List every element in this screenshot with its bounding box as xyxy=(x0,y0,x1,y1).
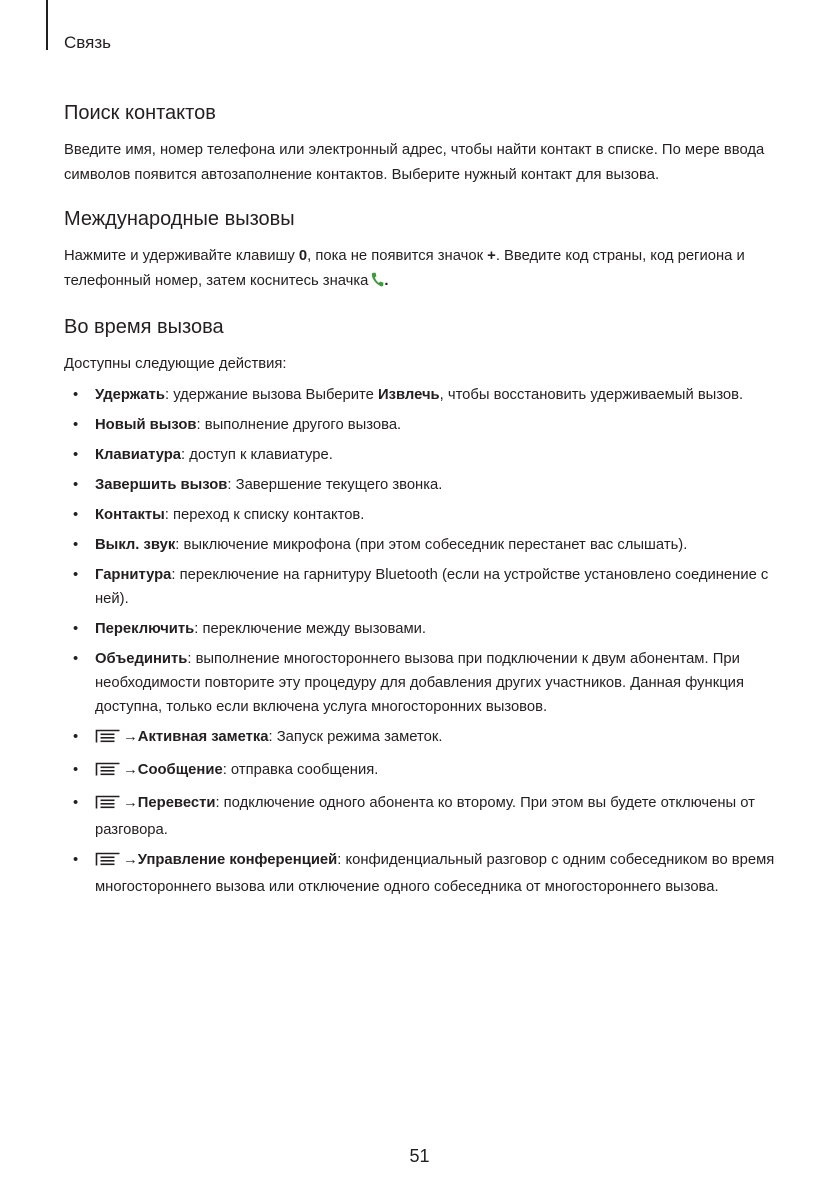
bullet: • xyxy=(73,567,79,583)
during-call-heading: Во время вызова xyxy=(64,316,224,338)
bullet: • xyxy=(73,795,79,811)
description: : переход к списку контактов. xyxy=(164,507,365,523)
search-section xyxy=(64,100,776,188)
arrow: → xyxy=(123,729,138,745)
list-item xyxy=(64,383,776,407)
page-number: 51 xyxy=(409,1146,430,1166)
term: Контакты xyxy=(95,507,165,523)
intl-heading: Международные вызовы xyxy=(64,208,295,230)
menu-icon xyxy=(95,761,121,785)
bullet: • xyxy=(73,507,79,523)
description: : подключение одного абонента ко второму. При этом вы будете отключены от разговора. xyxy=(95,795,755,838)
action-list xyxy=(64,383,776,899)
bullet: • xyxy=(73,651,79,667)
term: Удержать xyxy=(95,387,165,403)
zero-key: 0 xyxy=(298,248,308,264)
description: : доступ к клавиатуре. xyxy=(181,447,333,463)
list-item xyxy=(64,473,776,497)
bullet: • xyxy=(73,729,79,745)
bullet: • xyxy=(73,621,79,637)
list-item xyxy=(64,758,776,785)
term: Активная заметка xyxy=(137,729,269,745)
description: , чтобы восстановить удерживаемый вызов. xyxy=(439,387,744,403)
bullet: • xyxy=(73,477,79,493)
menu-icon xyxy=(95,728,121,752)
list-item xyxy=(64,617,776,641)
description: : удержание вызова Выберите xyxy=(164,387,378,403)
description: : отправка сообщения. xyxy=(222,762,379,778)
section-label: Связь xyxy=(64,33,111,52)
description: : Запуск режима заметок. xyxy=(268,729,443,745)
bullet: • xyxy=(73,417,79,433)
bullet: • xyxy=(73,447,79,463)
intl-text-1: Нажмите и удерживайте клавишу xyxy=(64,248,299,264)
intl-paragraph xyxy=(64,244,776,296)
list-item xyxy=(64,413,776,437)
arrow: → xyxy=(123,852,138,868)
arrow: → xyxy=(123,762,138,778)
bullet: • xyxy=(73,387,79,403)
menu-icon xyxy=(95,851,121,875)
intl-text-2: , пока не появится значок xyxy=(307,248,488,264)
plus-key: + xyxy=(487,248,496,264)
list-item xyxy=(64,503,776,527)
list-item xyxy=(64,443,776,467)
description: : переключение между вызовами. xyxy=(194,621,427,637)
term: Выкл. звук xyxy=(95,537,176,553)
bullet: • xyxy=(73,762,79,778)
bullet: • xyxy=(73,852,79,868)
term: Сообщение xyxy=(137,762,223,778)
list-item xyxy=(64,647,776,719)
term: Извлечь xyxy=(377,387,440,403)
list-item xyxy=(64,533,776,557)
menu-icon xyxy=(95,794,121,818)
term: Гарнитура xyxy=(95,567,172,583)
list-item xyxy=(64,563,776,611)
description: : выполнение другого вызова. xyxy=(196,417,402,433)
term: Завершить вызов xyxy=(95,477,228,493)
description: : выключение микрофона (при этом собеседник перестанет вас слышать). xyxy=(175,537,688,553)
description: : конфиденциальный разговор с одним собеседником во время многостороннего вызова или отключение одного собеседника от многостороннего вызова. xyxy=(95,852,775,895)
bullet: • xyxy=(73,537,79,553)
description: : выполнение многостороннего вызова при подключении к двум абонентам. При необходимости повторите эту процедуру для добавления других участников. Данная функция доступна, только если включена услуга многосторонних вызовов. xyxy=(95,651,744,715)
intl-final-dot: . xyxy=(384,273,389,289)
list-item xyxy=(64,848,776,899)
term: Новый вызов xyxy=(95,417,197,433)
during-call-section xyxy=(64,314,776,899)
term: Управление конференцией xyxy=(137,852,338,868)
during-call-intro: Доступны следующие действия: xyxy=(64,356,287,372)
page-content xyxy=(64,100,776,917)
list-item xyxy=(64,725,776,752)
search-paragraph: Введите имя, номер телефона или электронный адрес, чтобы найти контакт в списке. По мере ввода символов появится автозаполнение контактов. Выберите нужный контакт для вызова. xyxy=(64,142,765,183)
page-edge-line xyxy=(46,0,48,50)
list-item xyxy=(64,791,776,842)
arrow: → xyxy=(123,795,138,811)
intl-text-3: . Введите код страны, код региона и телефонный номер, затем коснитесь значка xyxy=(64,248,745,289)
term: Переключить xyxy=(95,621,195,637)
phone-icon xyxy=(371,271,384,296)
term: Объединить xyxy=(95,651,188,667)
search-heading: Поиск контактов xyxy=(64,102,216,124)
term: Перевести xyxy=(137,795,216,811)
description: : Завершение текущего звонка. xyxy=(227,477,443,493)
term: Клавиатура xyxy=(95,447,181,463)
description: : переключение на гарнитуру Bluetooth (если на устройстве установлено соединение с ней). xyxy=(95,567,769,607)
intl-section xyxy=(64,206,776,296)
